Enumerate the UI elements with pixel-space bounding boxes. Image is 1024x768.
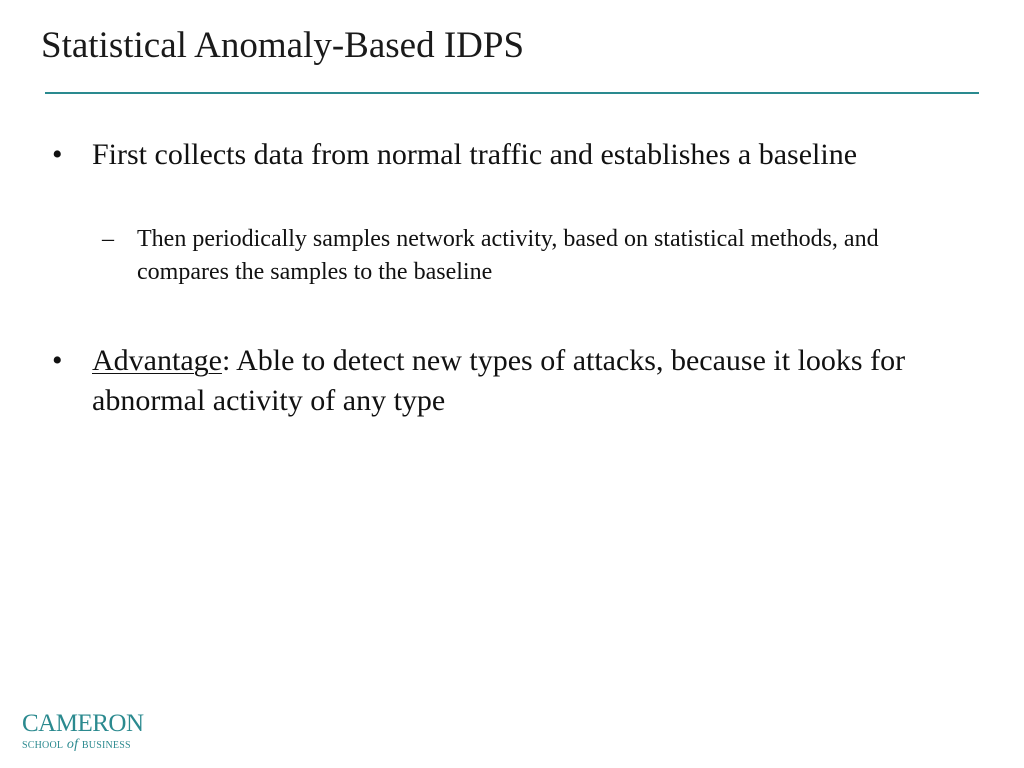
logo-name: CAMERON bbox=[22, 710, 144, 737]
logo-sub-suffix: business bbox=[81, 737, 131, 752]
logo-sub-prefix: school bbox=[22, 737, 64, 752]
logo-sub-of: of bbox=[66, 737, 79, 752]
cameron-school-of-business-logo bbox=[22, 710, 144, 753]
advantage-text: : Able to detect new types of attacks, because it looks for abnormal activity of any type bbox=[92, 344, 906, 417]
bullet-marker: • bbox=[52, 344, 63, 377]
bullet-text-advantage bbox=[92, 341, 942, 421]
bullet-text: First collects data from normal traffic and establishes a baseline bbox=[92, 138, 858, 171]
advantage-label: Advantage bbox=[92, 344, 222, 377]
bullet-baseline bbox=[52, 135, 942, 175]
sub-bullet-marker: – bbox=[102, 226, 114, 252]
logo-subtitle bbox=[22, 737, 144, 753]
bullet-advantage bbox=[52, 341, 942, 421]
sub-bullet-sampling bbox=[102, 223, 942, 289]
bullet-marker: • bbox=[52, 138, 63, 171]
title-divider bbox=[45, 92, 979, 94]
sub-bullet-text: Then periodically samples network activity, based on statistical methods, and compares the samples to the baseline bbox=[137, 226, 879, 285]
slide-title: Statistical Anomaly-Based IDPS bbox=[41, 25, 525, 66]
